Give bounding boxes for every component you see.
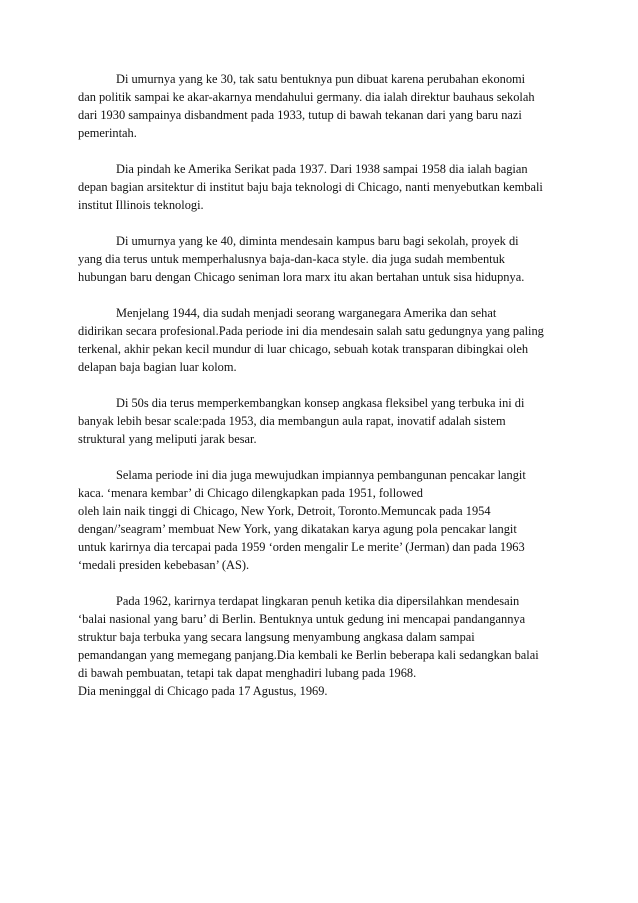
paragraph-5 [78,394,568,448]
document-body [78,70,568,718]
paragraph-line: hubungan baru dengan Chicago seniman lora marx itu akan bertahan untuk sisa hidupnya. [78,270,525,284]
paragraph-line: struktural yang meliputi jarak besar. [78,432,257,446]
paragraph-line: ‘balai nasional yang baru’ di Berlin. Bentuknya untuk gedung ini mencapai pandangannya [78,612,526,626]
paragraph-line: Di 50s dia terus memperkembangkan konsep angkasa fleksibel yang terbuka ini di [116,396,525,410]
paragraph-line: pemerintah. [78,126,137,140]
paragraph-line: di bawah pembuatan, tetapi tak dapat menghadiri lubang pada 1968. [78,666,417,680]
paragraph-line: delapan baja bagian luar kolom. [78,360,237,374]
paragraph-1 [78,70,568,142]
paragraph-3 [78,232,568,286]
paragraph-line: kaca. ‘menara kembar’ di Chicago dilengkapkan pada 1951, followed [78,486,423,500]
paragraph-line: Pada 1962, karirnya terdapat lingkaran penuh ketika dia dipersilahkan mendesain [116,594,520,608]
paragraph-line: pemandangan yang memegang panjang.Dia kembali ke Berlin beberapa kali sedangkan balai [78,648,539,662]
paragraph-line: institut Illinois teknologi. [78,198,204,212]
paragraph-2 [78,160,568,214]
paragraph-line: Selama periode ini dia juga mewujudkan impiannya pembangunan pencakar langit [116,468,526,482]
paragraph-line: didirikan secara profesional.Pada periode ini dia mendesain salah satu gedungnya yang paling [78,324,544,338]
paragraph-line: yang dia terus untuk memperhalusnya baja-dan-kaca style. dia juga sudah membentuk [78,252,505,266]
paragraph-line: ‘medali presiden kebebasan’ (AS). [78,558,250,572]
paragraph-line: dan politik sampai ke akar-akarnya mendahului germany. dia ialah direktur bauhaus sekolah [78,90,535,104]
paragraph-line: Dia meninggal di Chicago pada 17 Agustus, 1969. [78,684,328,698]
paragraph-6 [78,466,568,574]
paragraph-7 [78,592,568,700]
paragraph-line: terkenal, akhir pekan kecil mundur di luar chicago, sebuah kotak transparan dibingkai oleh [78,342,529,356]
paragraph-line: struktur baja terbuka yang secara langsung menyambung angkasa dalam sampai [78,630,475,644]
paragraph-line: banyak lebih besar scale:pada 1953, dia membangun aula rapat, inovatif adalah sistem [78,414,506,428]
paragraph-line: oleh lain naik tinggi di Chicago, New York, Detroit, Toronto.Memuncak pada 1954 [78,504,491,518]
paragraph-line: Menjelang 1944, dia sudah menjadi seorang warganegara Amerika dan sehat [116,306,497,320]
paragraph-line: depan bagian arsitektur di institut baju baja teknologi di Chicago, nanti menyebutkan kembali [78,180,543,194]
paragraph-line: Dia pindah ke Amerika Serikat pada 1937. Dari 1938 sampai 1958 dia ialah bagian [116,162,528,176]
paragraph-line: dengan/’seagram’ membuat New York, yang dikatakan karya agung pola pencakar langit [78,522,517,536]
paragraph-line: Di umurnya yang ke 40, diminta mendesain kampus baru bagi sekolah, proyek di [116,234,519,248]
paragraph-line: untuk karirnya dia tercapai pada 1959 ‘orden mengalir Le merite’ (Jerman) dan pada 1963 [78,540,525,554]
paragraph-line: Di umurnya yang ke 30, tak satu bentuknya pun dibuat karena perubahan ekonomi [116,72,526,86]
paragraph-4 [78,304,568,376]
paragraph-line: dari 1930 sampainya disbandment pada 1933, tutup di bawah tekanan dari yang baru nazi [78,108,522,122]
